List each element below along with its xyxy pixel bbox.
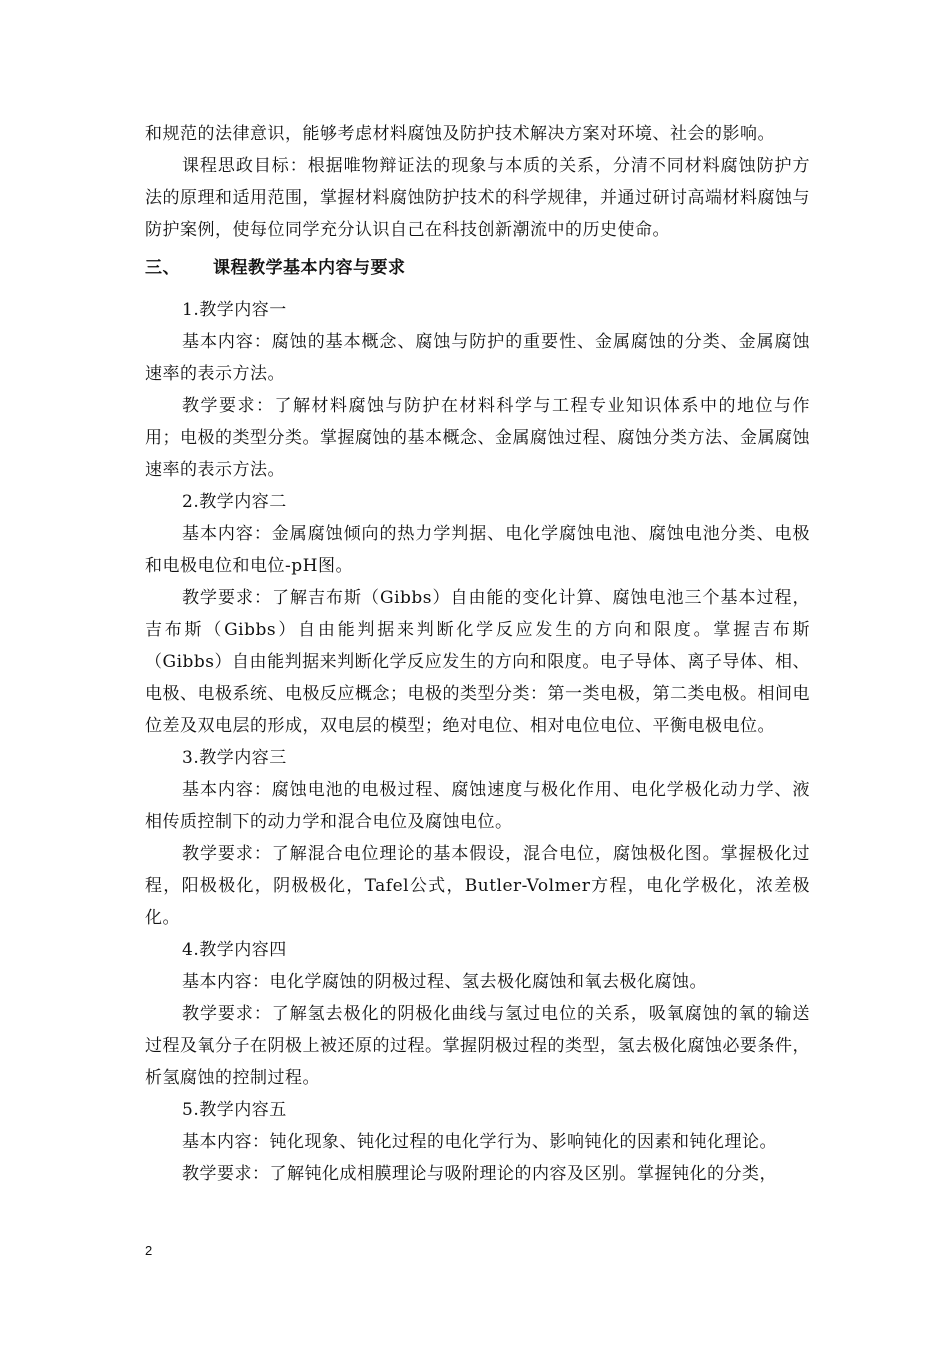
item-basic-content: 基本内容：腐蚀的基本概念、腐蚀与防护的重要性、金属腐蚀的分类、金属腐蚀速率的表示方法。 [145, 332, 810, 384]
item-basic-content: 基本内容：腐蚀电池的电极过程、腐蚀速度与极化作用、电化学极化动力学、液相传质控制下的动力学和混合电位及腐蚀电位。 [145, 780, 810, 832]
item-requirement: 教学要求：了解氢去极化的阴极化曲线与氢过电位的关系，吸氧腐蚀的氧的输送过程及氧分子在阴极上被还原的过程。掌握阴极过程的类型，氢去极化腐蚀必要条件，析氢腐蚀的控制过程。 [145, 1004, 810, 1088]
item-title: 4.教学内容四 [182, 940, 287, 960]
item-requirement: 教学要求：了解钝化成相膜理论与吸附理论的内容及区别。掌握钝化的分类， [182, 1164, 777, 1184]
item-title: 3.教学内容三 [182, 748, 287, 768]
section-title: 课程教学基本内容与要求 [213, 258, 406, 278]
item-requirement: 教学要求：了解材料腐蚀与防护在材料科学与工程专业知识体系中的地位与作用；电极的类型分类。掌握腐蚀的基本概念、金属腐蚀过程、腐蚀分类方法、金属腐蚀速率的表示方法。 [145, 396, 810, 480]
item-title: 2.教学内容二 [182, 492, 287, 512]
section-heading [145, 252, 810, 284]
section-number: 三、 [145, 258, 180, 278]
item-title: 1.教学内容一 [182, 300, 287, 320]
page-content [145, 118, 810, 1190]
paragraph-continuation: 和规范的法律意识，能够考虑材料腐蚀及防护技术解决方案对环境、社会的影响。 [145, 124, 775, 144]
item-requirement: 教学要求：了解吉布斯（Gibbs）自由能的变化计算、腐蚀电池三个基本过程，吉布斯（Gibbs）自由能判据来判断化学反应发生的方向和限度。掌握吉布斯（Gibbs）自由能判据来判断化学反应发生的方向和限度。电子导体、离子导体、相、电极、电极系统、电极反应概念；电极的类型分类：第一类电极，第二类电极。相间电位差及双电层的形成，双电层的模型；绝对电位、相对电位电位、平衡电极电位。 [145, 588, 810, 736]
item-basic-content: 基本内容：钝化现象、钝化过程的电化学行为、影响钝化的因素和钝化理论。 [182, 1132, 777, 1152]
item-title: 5.教学内容五 [182, 1100, 287, 1120]
item-basic-content: 基本内容：电化学腐蚀的阴极过程、氢去极化腐蚀和氧去极化腐蚀。 [182, 972, 707, 992]
page-number: 2 [145, 1243, 153, 1258]
paragraph-ideology-goal: 课程思政目标：根据唯物辩证法的现象与本质的关系，分清不同材料腐蚀防护方法的原理和适用范围，掌握材料腐蚀防护技术的科学规律，并通过研讨高端材料腐蚀与防护案例，使每位同学充分认识自己在科技创新潮流中的历史使命。 [145, 156, 810, 240]
item-requirement: 教学要求：了解混合电位理论的基本假设，混合电位，腐蚀极化图。掌握极化过程，阳极极化，阴极极化，Tafel公式，Butler-Volmer方程，电化学极化，浓差极化。 [145, 844, 810, 928]
item-basic-content: 基本内容：金属腐蚀倾向的热力学判据、电化学腐蚀电池、腐蚀电池分类、电极和电极电位和电位-pH图。 [145, 524, 810, 576]
